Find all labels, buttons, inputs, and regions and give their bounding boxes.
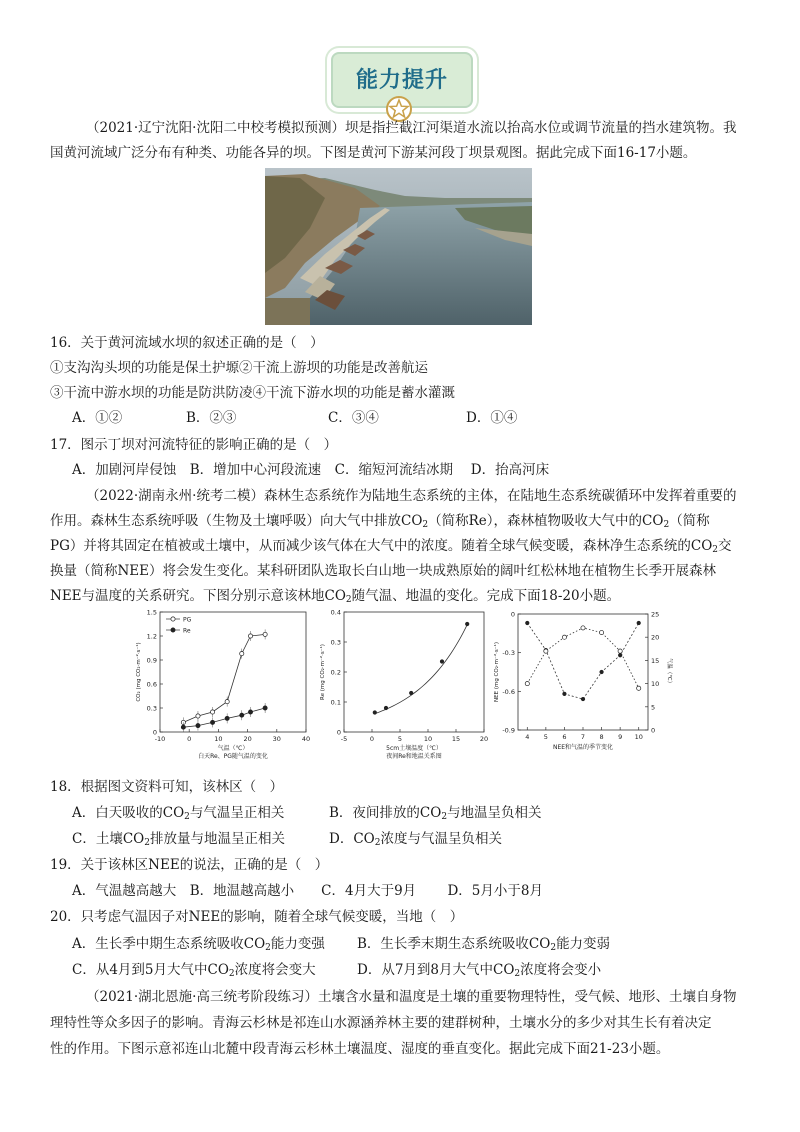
intro1-line2: 国黄河流域广泛分布有种类、功能各异的坝。下图是黄河下游某河段丁坝景观图。据此完成下面16-17小题。 xyxy=(50,145,697,161)
data-point-PG xyxy=(263,632,267,636)
y-tick-label: 1.2 xyxy=(146,632,157,641)
y2-tick-label: 10 xyxy=(651,680,660,689)
y-tick-label: 0 xyxy=(336,728,341,737)
q16-option-c: C．③④ xyxy=(328,410,379,426)
y-tick-label: 0.2 xyxy=(330,668,341,677)
data-point-temp xyxy=(637,686,641,690)
q18-option-a: A．白天吸收的$CO_2$与气温呈正相关 xyxy=(72,805,285,822)
x-tick-label: 10 xyxy=(214,735,223,743)
q17-stem: 17．图示丁坝对河流特征的影响正确的是（ ） xyxy=(50,437,338,453)
legend-label: PG xyxy=(183,616,192,624)
q20-option-d: D．从7月到8月大气中$CO_2$浓度将会变小 xyxy=(357,962,602,979)
data-point xyxy=(465,622,469,626)
q20-option-b: B．生长季末期生态系统吸收$CO_2$能力变弱 xyxy=(357,936,611,953)
data-point-Re xyxy=(240,713,244,717)
data-point-Re xyxy=(181,725,185,729)
x-tick-label: -10 xyxy=(154,735,166,743)
intro2-line4: 换量（简称NEE）将会发生变化。某科研团队选取长白山地一块成熟原始的阔叶红松林地在植物生长季开展森林 xyxy=(50,563,717,579)
data-point-temp xyxy=(618,649,622,653)
data-point-PG xyxy=(196,714,200,718)
data-point-temp xyxy=(562,635,566,639)
chart-re-vs-soil-temp xyxy=(318,606,493,766)
intro3-line3: 性的作用。下图示意祁连山北麓中段青海云杉林土壤温度、湿度的垂直变化。据此完成下面21-23小题。 xyxy=(50,1041,670,1057)
q16-option-b: B．②③ xyxy=(186,410,237,426)
legend-label: Re xyxy=(183,627,191,635)
y-tick-label: 0.3 xyxy=(146,704,157,713)
x-tick-label: 10 xyxy=(634,733,643,741)
x-tick-label: 0 xyxy=(369,735,375,743)
series-line-NEE xyxy=(527,623,638,699)
legend-marker xyxy=(171,617,175,621)
intro2-line5: NEE与温度的关系研究。下图分别示意该林地$CO_2$随气温、地温的变化。完成下面18-20小题。 xyxy=(50,588,621,605)
plot-frame xyxy=(160,612,306,732)
intro2-line3: PG）并将其固定在植被或土壤中，从而减少该气体在大气中的浓度。随着全球气候变暖，森林净生态系统的$CO_2$交 xyxy=(50,538,732,555)
y-axis-label: Re (mg CO₂·m⁻²·s⁻¹) xyxy=(320,644,326,700)
q20-option-c: C．从4月到5月大气中$CO_2$浓度将会变大 xyxy=(72,962,316,979)
data-point-Re xyxy=(210,720,214,724)
q20-option-a: A．生长季中期生态系统吸收$CO_2$能力变强 xyxy=(72,936,325,953)
data-point-temp xyxy=(525,682,529,686)
y2-axis-label: 气温（℃） xyxy=(666,657,672,687)
chart-title: 白天Re、PG随气温的变化 xyxy=(198,753,268,760)
y-tick-label: 0.9 xyxy=(146,656,157,665)
y-tick-label: 0.4 xyxy=(330,608,341,617)
x-tick-label: 20 xyxy=(243,735,252,743)
data-point-Re xyxy=(248,710,252,714)
chart-title: NEE和气温的季节变化 xyxy=(552,744,614,751)
x-tick-label: 40 xyxy=(301,735,311,743)
data-point-PG xyxy=(240,652,244,656)
q17-options: A．加剧河岸侵蚀 B．增加中心河段流速 C．缩短河流结冰期 D．抬高河床 xyxy=(72,462,550,478)
y-tick-label: -0.6 xyxy=(502,687,515,696)
x-tick-label: 20 xyxy=(479,735,489,743)
legend-marker xyxy=(171,628,175,632)
y-tick-label: 0.6 xyxy=(146,680,157,689)
data-point-Re xyxy=(263,706,267,710)
x-tick-label: 10 xyxy=(423,735,433,743)
q18-option-d: D．$CO_2$浓度与气温呈负相关 xyxy=(329,831,502,848)
data-point-Re xyxy=(196,724,200,728)
q16-statement-1: ①支沟沟头坝的功能是保土护塬②干流上游坝的功能是改善航运 xyxy=(50,360,428,376)
intro2-line2: 作用。森林生态系统呼吸（生物及土壤呼吸）向大气中排放$CO_2$（简称Re），森林植物吸收大气中的$CO_2$（简称 xyxy=(50,513,710,530)
intro3-line2: 理特性等众多因子的影响。青海云杉林是祁连山水源涵养林主要的建群树种，土壤水分的多少对其生长有着决定 xyxy=(50,1015,712,1031)
q18-stem: 18．根据图文资料可知，该林区（ ） xyxy=(50,779,284,795)
x-tick-label: 30 xyxy=(272,735,281,743)
y-axis-label: NEE (mg CO₂·m⁻²·s⁻¹) xyxy=(494,641,500,703)
q19-stem: 19．关于该林区NEE的说法，正确的是（ ） xyxy=(50,857,329,873)
y-tick-label: 0 xyxy=(152,728,157,737)
x-axis-label: 气温（℃） xyxy=(217,745,249,752)
x-tick-label: 8 xyxy=(599,733,604,741)
x-tick-label: 6 xyxy=(562,733,567,741)
y-tick-label: 0 xyxy=(510,610,515,619)
y2-tick-label: 5 xyxy=(651,703,656,712)
chart-pg-re-vs-air-temp xyxy=(130,606,315,766)
data-point-NEE xyxy=(525,621,529,625)
chart-nee-seasonal xyxy=(488,606,673,766)
chart-2-svg xyxy=(488,606,673,766)
series-line-temp xyxy=(527,628,638,688)
y2-tick-label: 15 xyxy=(651,656,660,665)
data-point-Re xyxy=(225,716,229,720)
data-point xyxy=(373,710,377,714)
section-title: 能力提升 xyxy=(355,68,448,93)
data-point-NEE xyxy=(599,670,603,674)
x-tick-label: 0 xyxy=(187,735,192,743)
river-dam-photo xyxy=(265,168,532,325)
chart-0-svg xyxy=(130,606,315,766)
x-axis-label: 5cm土壤温度（℃） xyxy=(386,745,442,752)
q20-stem: 20．只考虑气温因子对NEE的影响，随着全球气候变暖，当地（ ） xyxy=(50,909,464,925)
chart-1-svg xyxy=(318,606,493,766)
x-tick-label: -5 xyxy=(340,735,348,743)
data-point-temp xyxy=(581,626,585,630)
q16-stem: 16．关于黄河流域水坝的叙述正确的是（ ） xyxy=(50,335,324,351)
q16-option-d: D．①④ xyxy=(466,410,518,426)
data-point-temp xyxy=(599,630,603,634)
data-point xyxy=(384,706,388,710)
data-point-NEE xyxy=(562,692,566,696)
x-tick-label: 15 xyxy=(451,735,461,743)
intro2-line1: （2022·湖南永州·统考二模）森林生态系统作为陆地生态系统的主体，在陆地生态系统碳循环中发挥着重要的 xyxy=(86,488,737,504)
y2-tick-label: 0 xyxy=(651,726,656,735)
q18-option-c: C．土壤$CO_2$排放量与地温呈正相关 xyxy=(72,831,285,848)
data-point xyxy=(409,691,413,695)
x-tick-label: 9 xyxy=(618,733,623,741)
plot-frame xyxy=(518,614,648,730)
q19-options: A．气温越高越大 B．地温越高越小 C．4月大于9月 D．5月小于8月 xyxy=(72,883,543,899)
data-point-PG xyxy=(225,700,229,704)
series-line-PG xyxy=(183,634,265,722)
data-point-PG xyxy=(210,710,214,714)
data-point-temp xyxy=(544,649,548,653)
q18-option-b: B．夜间排放的$CO_2$与地温呈负相关 xyxy=(329,805,542,822)
q16-statement-2: ③干流中游水坝的功能是防洪防凌④干流下游水坝的功能是蓄水灌溉 xyxy=(50,385,455,401)
y-tick-label: 0.3 xyxy=(330,638,341,647)
data-point xyxy=(440,659,444,663)
y-tick-label: -0.9 xyxy=(502,726,515,735)
data-point-NEE xyxy=(581,697,585,701)
y2-tick-label: 25 xyxy=(651,610,660,619)
x-tick-label: 5 xyxy=(397,735,403,743)
intro3-line1: （2021·湖北恩施·高三统考阶段练习）土壤含水量和温度是土壤的重要物理特性，受气候、地形、土壤自身物 xyxy=(86,989,737,1005)
plot-frame xyxy=(344,612,484,732)
data-point-NEE xyxy=(637,621,641,625)
data-point-PG xyxy=(248,634,252,638)
y-tick-label: -0.3 xyxy=(502,649,515,658)
x-tick-label: 4 xyxy=(525,733,530,741)
y-tick-label: 0.1 xyxy=(330,698,341,707)
chart-title: 夜间Re和地温关系图 xyxy=(386,753,442,760)
y-tick-label: 1.5 xyxy=(146,608,157,617)
x-tick-label: 5 xyxy=(543,733,548,741)
intro1-line1: （2021·辽宁沈阳·沈阳二中校考模拟预测）坝是指拦截江河渠道水流以抬高水位或调节流量的挡水建筑物。我 xyxy=(86,120,737,136)
fit-curve xyxy=(375,625,467,714)
series-line-Re xyxy=(183,708,265,727)
y2-tick-label: 20 xyxy=(651,633,660,642)
y-axis-label: CO₂ (mg CO₂·m⁻²·s⁻¹) xyxy=(136,642,142,702)
q16-option-a: A．①② xyxy=(72,410,123,426)
x-tick-label: 7 xyxy=(580,733,586,741)
